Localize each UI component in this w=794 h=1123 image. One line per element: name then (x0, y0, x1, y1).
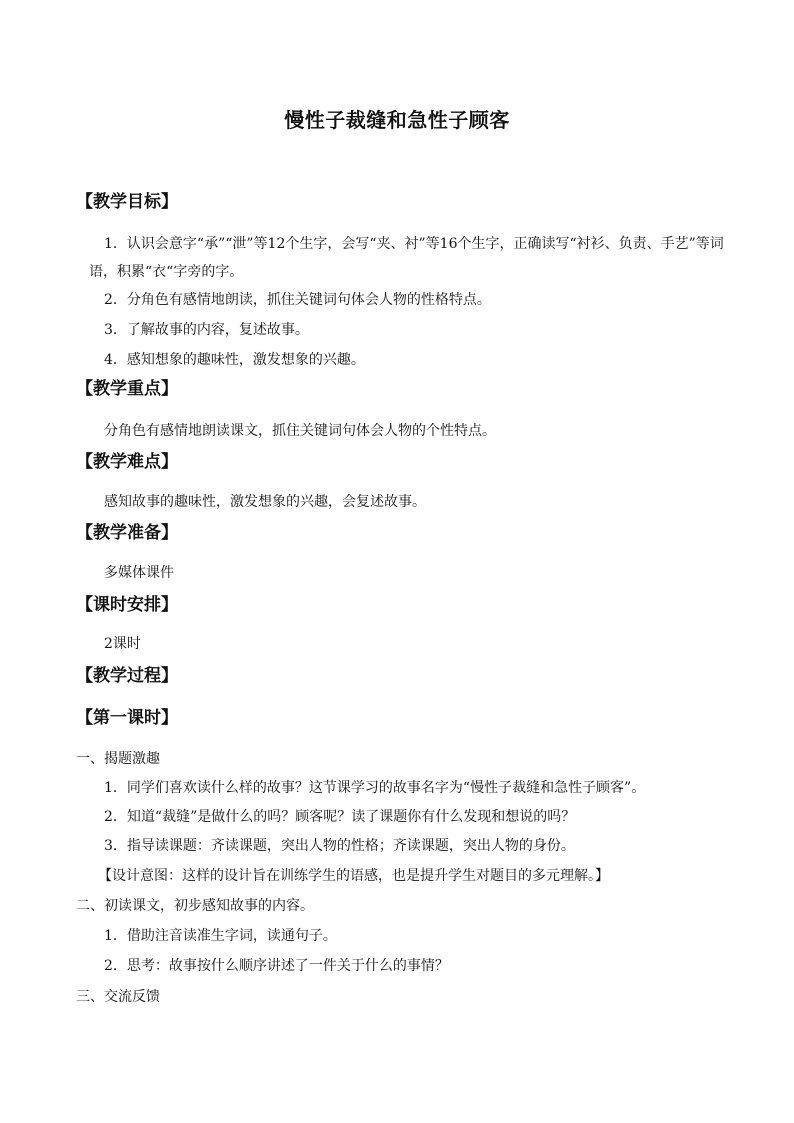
part1-item-1: 1．同学们喜欢读什么样的故事？这节课学习的故事名字为“慢性子裁缝和急性子顾客”。 (104, 780, 646, 796)
difficulty-text: 感知故事的趣味性，激发想象的兴趣，会复述故事。 (104, 494, 426, 510)
goal-item-3: 3．了解故事的内容，复述故事。 (104, 322, 309, 338)
part2-item-2: 2．思考：故事按什么顺序讲述了一件关于什么的事情？ (104, 958, 449, 974)
goal-item-4: 4．感知想象的趣味性，激发想象的兴趣。 (104, 352, 365, 368)
prep-text: 多媒体课件 (104, 565, 174, 581)
goal-item-2: 2．分角色有感情地朗读，抓住关键词句体会人物的性格特点。 (104, 292, 491, 308)
goal-item-1: 1．认识会意字“承”“泄”等12个生字，会写“夹、衬”等16个生字，正确读写“衬衫、负责、手艺”等词语，积累“衣“字旁的字。 (89, 236, 724, 280)
part1-item-3: 3．指导读课题：齐读课题，突出人物的性格；齐读课题，突出人物的身份。 (104, 838, 575, 854)
part1-title: 一、揭题激趣 (76, 751, 160, 767)
part1-item-2: 2．知道“裁缝”是做什么的吗？顾客呢？读了课题你有什么发现和想说的吗？ (104, 809, 576, 825)
part1-design-note: 【设计意图：这样的设计旨在训练学生的语感，也是提升学生对题目的多元理解。】 (98, 868, 609, 884)
difficulty-heading: 【教学难点】 (76, 452, 178, 472)
schedule-heading: 【课时安排】 (76, 595, 178, 615)
part3-title: 三、交流反馈 (76, 989, 160, 1005)
prep-heading: 【教学准备】 (76, 523, 178, 543)
lesson1-heading: 【第一课时】 (76, 708, 178, 728)
page-title: 慢性子裁缝和急性子顾客 (284, 108, 510, 132)
part2-title: 二、初读课文，初步感知故事的内容。 (76, 898, 314, 914)
focus-text: 分角色有感情地朗读课文，抓住关键词句体会人物的个性特点。 (104, 423, 496, 439)
goals-heading: 【教学目标】 (76, 192, 178, 212)
part2-item-1: 1．借助注音读准生字词，读通句子。 (104, 928, 337, 944)
focus-heading: 【教学重点】 (76, 379, 178, 399)
schedule-text: 2课时 (104, 636, 141, 652)
process-heading: 【教学过程】 (76, 666, 178, 686)
